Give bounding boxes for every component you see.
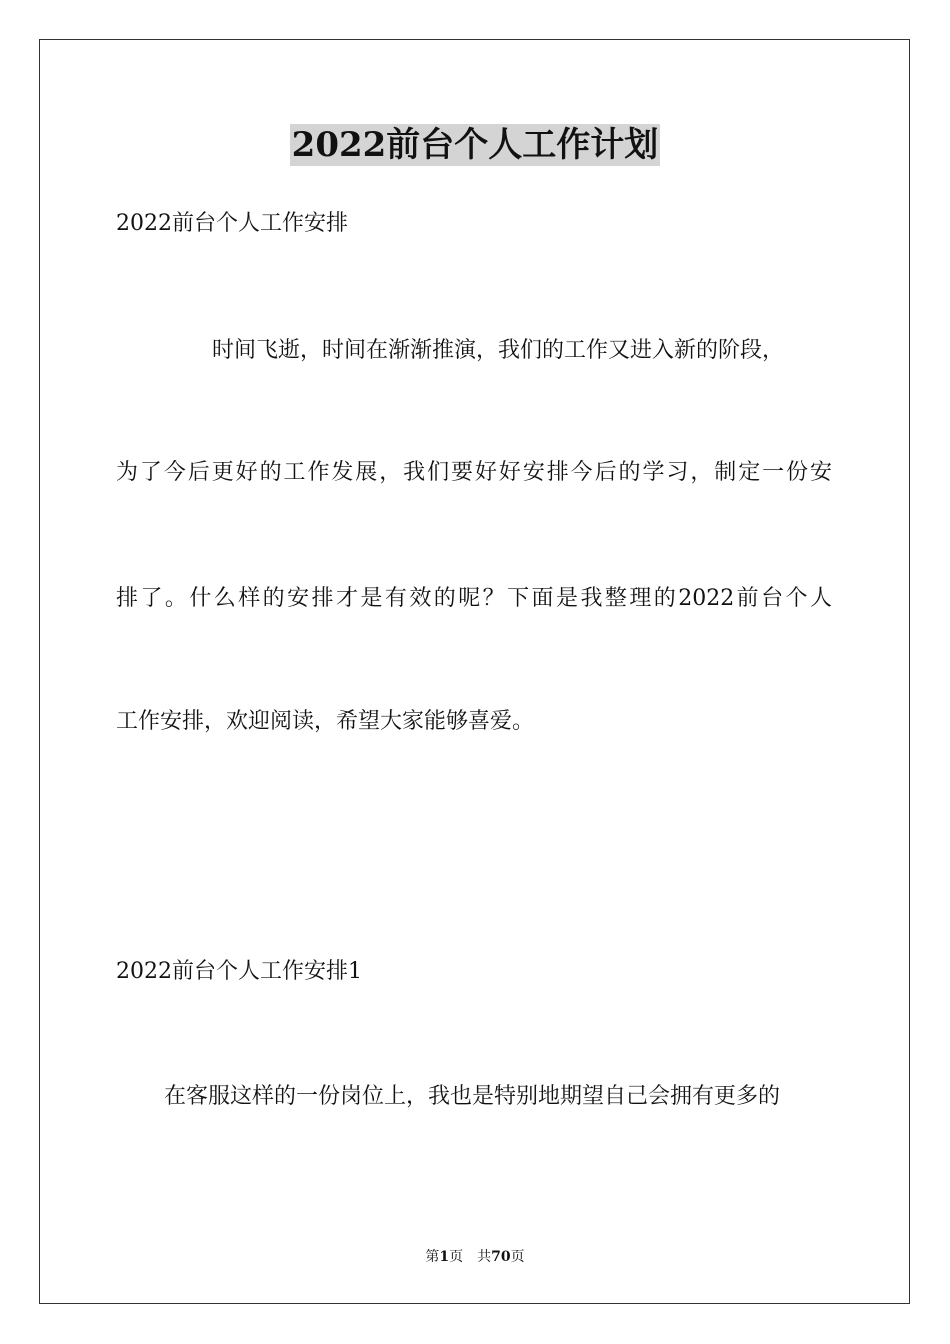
footer-suffix: 页 — [510, 1249, 525, 1265]
paragraph2-line1: 在客服这样的一份岗位上，我也是特别地期望自己会拥有更多的 — [164, 1084, 781, 1109]
footer-mid: 页 共 — [449, 1249, 492, 1265]
footer-page-number: 1 — [439, 1249, 450, 1265]
footer-total-pages: 70 — [491, 1249, 511, 1265]
paragraph1-line2: 为了今后更好的工作发展，我们要好好安排今后的学习，制定一份安 — [116, 460, 832, 485]
title-container — [0, 124, 950, 166]
page-footer — [0, 1247, 950, 1267]
paragraph1-line3: 排了。什么样的安排才是有效的呢？下面是我整理的2022前台个人 — [116, 586, 832, 611]
subtitle: 2022前台个人工作安排 — [116, 211, 348, 236]
section-heading: 2022前台个人工作安排1 — [116, 959, 362, 984]
paragraph1-line1: 时间飞逝，时间在渐渐推演，我们的工作又进入新的阶段， — [212, 338, 785, 363]
footer-prefix: 第 — [425, 1249, 440, 1265]
document-title: 2022前台个人工作计划 — [291, 125, 659, 165]
paragraph1-line4: 工作安排，欢迎阅读，希望大家能够喜爱。 — [116, 709, 535, 734]
